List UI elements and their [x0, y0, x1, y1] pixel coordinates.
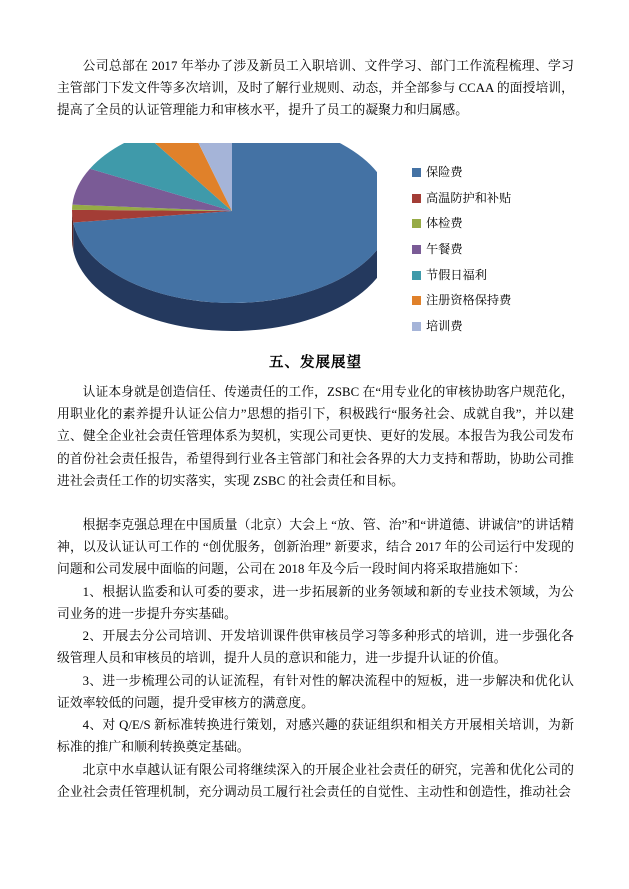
legend-label-1: 高温防护和补贴 — [426, 190, 512, 205]
legend-swatch-icon-5 — [412, 296, 421, 305]
legend-label-2: 体检费 — [426, 216, 463, 231]
legend-item-4 — [412, 262, 577, 288]
legend-swatch-icon-0 — [412, 168, 421, 177]
legend-item-0 — [412, 160, 577, 186]
legend-label-5: 注册资格保持费 — [426, 293, 512, 308]
legend-swatch-icon-2 — [412, 219, 421, 228]
pie-svg — [57, 143, 377, 348]
legend-label-4: 节假日福利 — [426, 267, 487, 282]
section-heading: 五、发展展望 — [269, 355, 362, 371]
legend-item-2 — [412, 211, 577, 237]
legend-item-3 — [412, 237, 577, 263]
legend-item-1 — [412, 186, 577, 212]
legend-label-0: 保险费 — [426, 165, 463, 180]
legend-swatch-icon-4 — [412, 271, 421, 280]
paragraph-1: 根据李克强总理在中国质量（北京）大会上 “放、管、治”和“讲道德、讲诚信”的讲话精神，以及认证认可工作的 “创优服务，创新治理” 新要求，结合 2017 年的公司运行中发现的问题和公司发展中面临的问题，公司在 2018 年及今后一段时间内将采取措施如下： — [57, 518, 574, 577]
legend-swatch-icon-3 — [412, 245, 421, 254]
legend-label-6: 培训费 — [426, 318, 463, 333]
list-item-2: 2、开展去分公司培训、开发培训课件供审核员学习等多种形式的培训，进一步强化各级管理人员和审核员的培训，提升人员的意识和能力，进一步提升认证的价值。 — [57, 629, 574, 666]
legend-swatch-icon-6 — [412, 322, 421, 331]
pie-graphic — [57, 143, 377, 348]
legend-swatch-icon-1 — [412, 194, 421, 203]
intro-paragraph: 公司总部在 2017 年举办了涉及新员工入职培训、文件学习、部门工作流程梳理、学习主管部门下发文件等多次培训，及时了解行业规则、动态，并全部参与 CCAA 的面授培训，提高了全员的认证管理能力和审核水平，提升了员工的凝聚力和归属感。 — [57, 59, 574, 118]
chart-legend — [412, 160, 577, 339]
legend-item-6 — [412, 314, 577, 340]
list-item-4: 4、对 Q/E/S 新标准转换进行策划，对感兴趣的获证组织和相关方开展相关培训，为新标准的推广和顺利转换奠定基础。 — [57, 718, 574, 755]
benefits-pie-chart — [57, 143, 574, 348]
list-item-3: 3、进一步梳理公司的认证流程，有针对性的解决流程中的短板，进一步解决和优化认证效率较低的问题，提升受审核方的满意度。 — [57, 674, 574, 711]
legend-item-5 — [412, 288, 577, 314]
list-item-1: 1、根据认监委和认可委的要求，进一步拓展新的业务领域和新的专业技术领域，为公司业务的进一步提升夯实基础。 — [57, 585, 574, 622]
paragraph-closing: 北京中水卓越认证有限公司将继续深入的开展企业社会责任的研究，完善和优化公司的企业社会责任管理机制，充分调动员工履行社会责任的自觉性、主动性和创造性，推动社会 — [57, 763, 574, 800]
paragraph-0: 认证本身就是创造信任、传递责任的工作，ZSBC 在“用专业化的审核协助客户规范化，用职业化的素养提升认证公信力”思想的指引下，积极践行“服务社会、成就自我”，并以建立、健全企业社会责任管理体系为契机，实现公司更快、更好的发展。本报告为我公司发布的首份社会责任报告，希望得到行业各主管部门和社会各界的大力支持和帮助，协助公司推进社会责任工作的切实落实，实现 ZSBC 的社会责任和目标。 — [57, 385, 574, 488]
legend-label-3: 午餐费 — [426, 242, 463, 257]
